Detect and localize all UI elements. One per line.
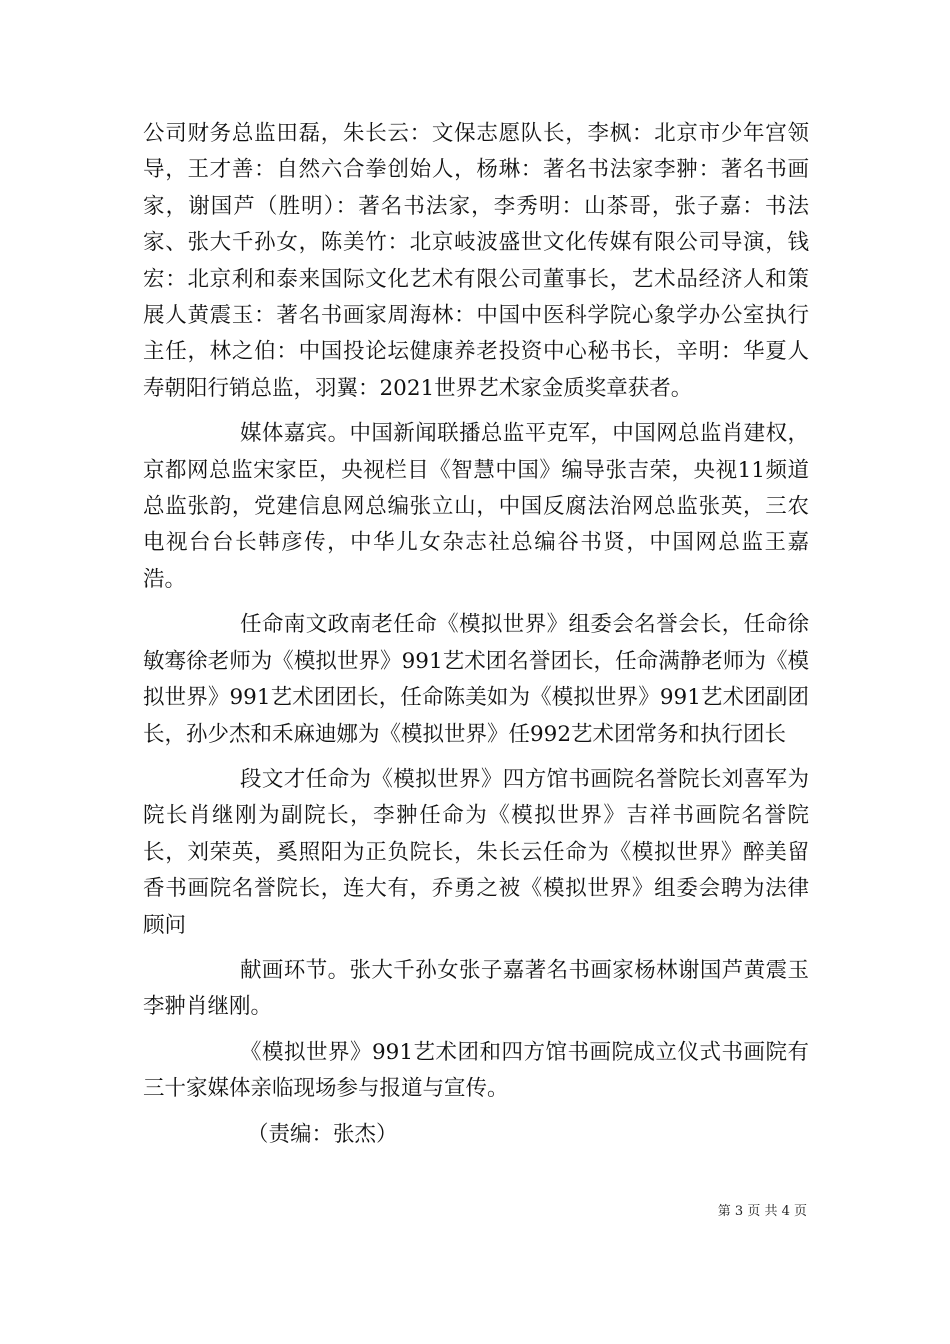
page-number-footer: 第 3 页 共 4 页 [717, 1204, 807, 1219]
paragraph-media-guests: 媒体嘉宾。中国新闻联播总监平克军，中国网总监肖建权，京都网总监宋家臣，央视栏目《智慧中国》编导张吉荣，央视11频道总监张韵，党建信息网总编张立山，中国反腐法治网总监张英，三农电视台台长韩彦传，中华儿女杂志社总编谷书贤，中国网总监王嘉浩。 [143, 421, 809, 592]
paragraph-painting-presentation: 献画环节。张大千孙女张子嘉著名书画家杨林谢国芦黄震玉李翀肖继刚。 [143, 957, 809, 1020]
paragraph-academy-appointments: 段文才任命为《模拟世界》四方馆书画院名誉院长刘喜军为院长肖继刚为副院长，李翀任命为《模拟世界》吉祥书画院名誉院长，刘荣英，奚照阳为正负院长，朱长云任命为《模拟世界》醉美留香书画院名誉院长，连大有，乔勇之被《模拟世界》组委会聘为法律顾问 [143, 766, 809, 938]
paragraph-founding-ceremony: 《模拟世界》991艺术团和四方馆书画院成立仪式书画院有三十家媒体亲临现场参与报道与宣传。 [143, 1039, 809, 1102]
paragraph-guests-continued: 公司财务总监田磊，朱长云：文保志愿队长，李枫：北京市少年宫领导，王才善：自然六合拳创始人，杨琳：著名书法家李翀：著名书画家，谢国芦（胜明）：著名书法家，李秀明：山茶哥，张子嘉：书法家、张大千孙女，陈美竹：北京岐波盛世文化传媒有限公司导演，钱宏：北京利和泰来国际文化艺术有限公司董事长，艺术品经济人和策展人黄震玉：著名书画家周海林：中国中医科学院心象学办公室执行主任，林之伯：中国投论坛健康养老投资中心秘书长，辛明：华夏人寿朝阳行销总监，羽翼：2021世界艺术家金质奖章获者。 [143, 121, 809, 401]
paragraph-art-troupe-appointments: 任命南文政南老任命《模拟世界》组委会名誉会长，任命徐敏骞徐老师为《模拟世界》991艺术团名誉团长，任命满静老师为《模拟世界》991艺术团团长，任命陈美如为《模拟世界》991艺术团副团长，孙少杰和禾麻迪娜为《模拟世界》任992艺术团常务和执行团长 [143, 612, 809, 747]
editor-credit: （责编：张杰） [247, 1121, 398, 1147]
document-body [143, 116, 809, 1153]
